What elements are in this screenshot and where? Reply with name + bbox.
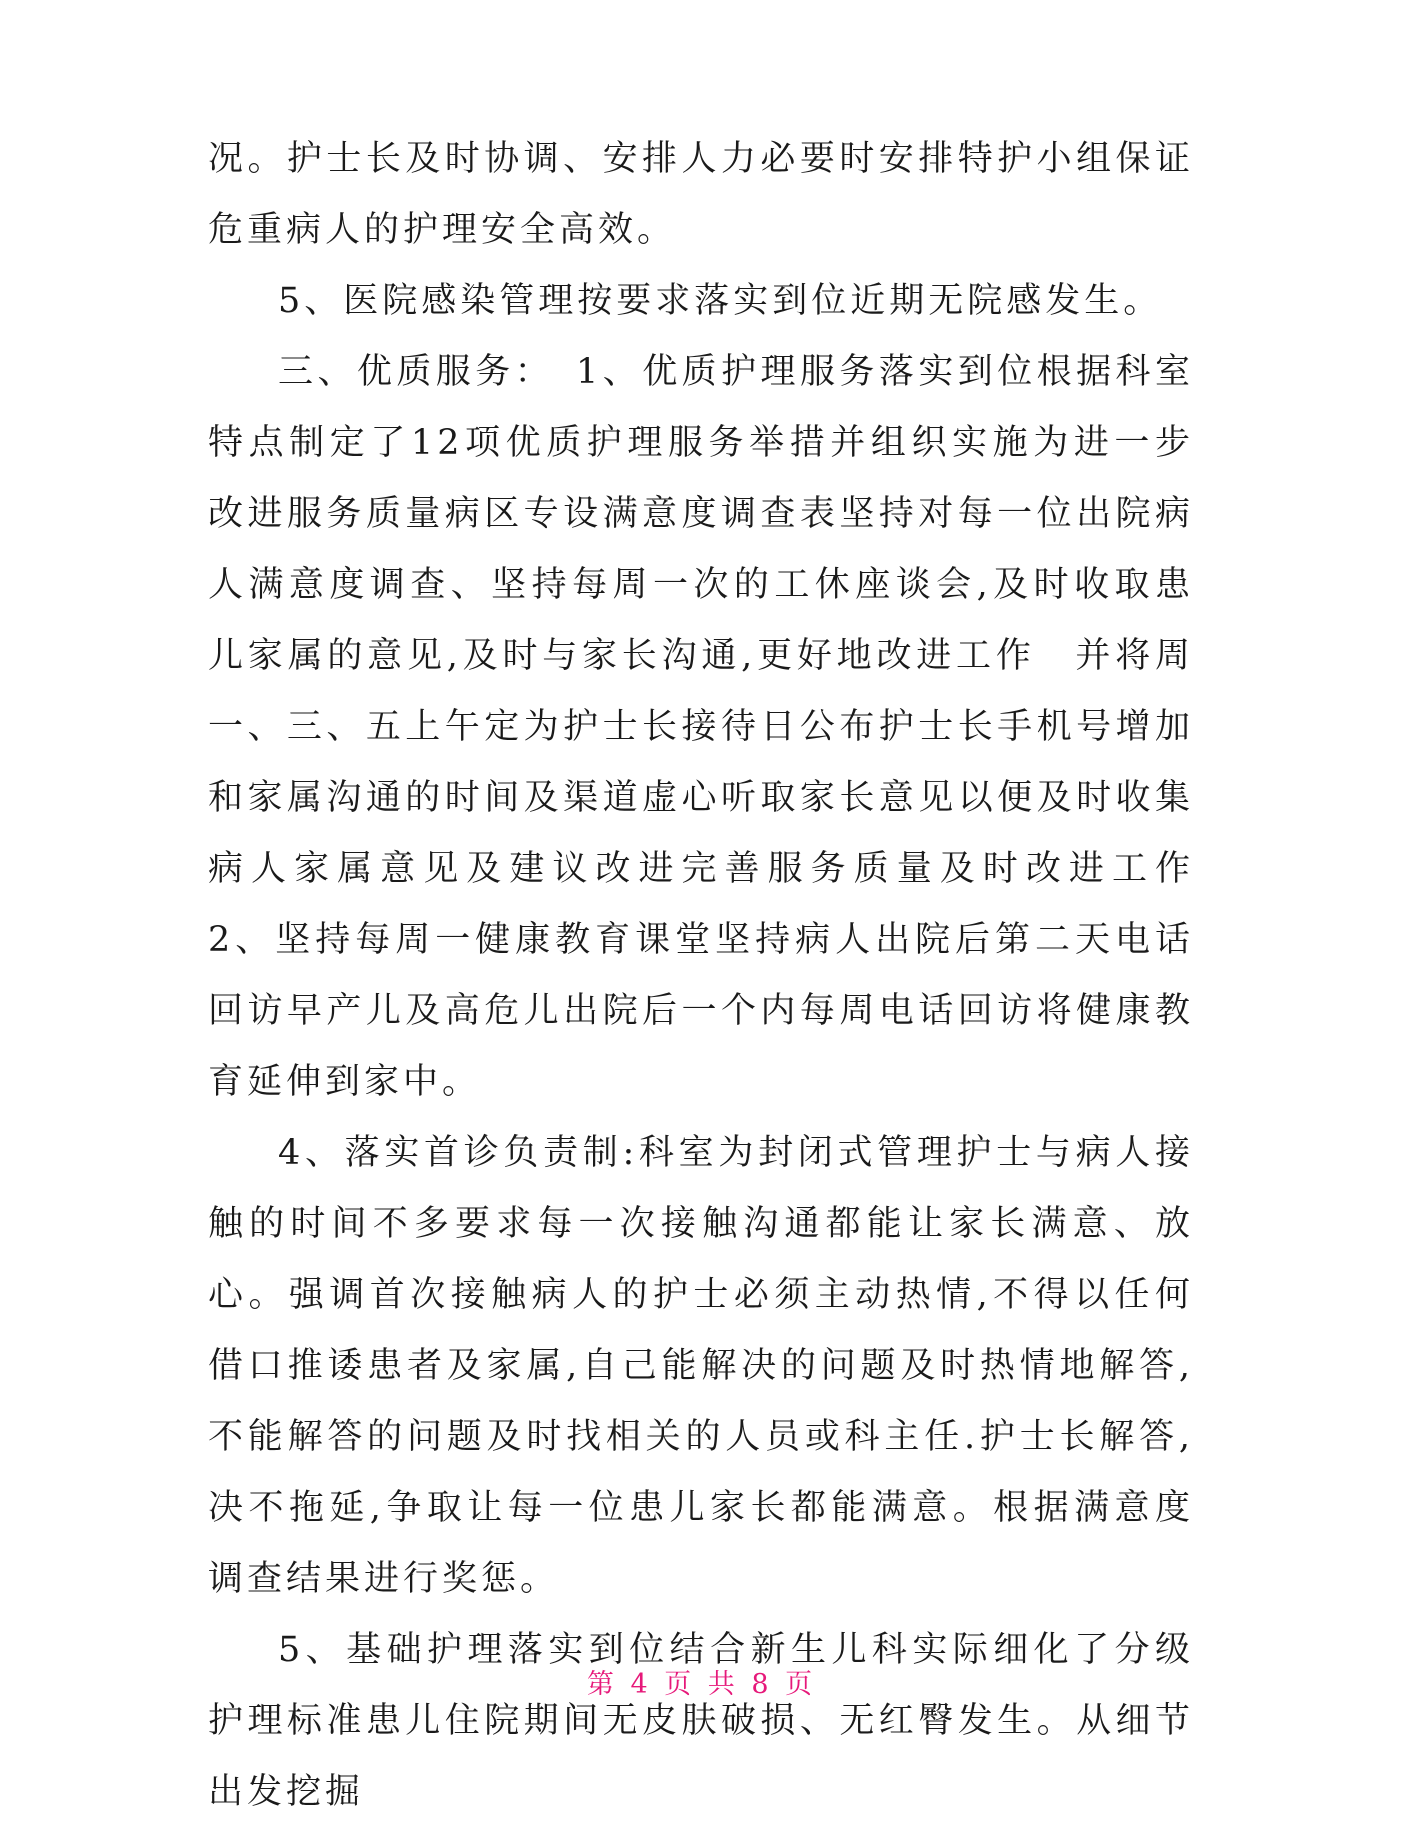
paragraph-quality-service: 三、优质服务： 1、优质护理服务落实到位根据科室特点制定了12项优质护理服务举措并组织实施为进一步改进服务质量病区专设满意度调查表坚持对每一位出院病人满意度调查、坚持每周一次的工休座谈会,及时收取患儿家属的意见,及时与家长沟通,更好地改进工作 并将周一、三、五上午定为护士长接待日公布护士长手机号增加和家属沟通的时间及渠道虚心听取家长意见以便及时收集病人家属意见及建议改进完善服务质量及时改进工作 2、坚持每周一健康教育课堂坚持病人出院后第二天电话回访早产儿及高危儿出院后一个内每周电话回访将健康教育延伸到家中。	[208, 352, 1234, 1102]
paragraph-infection-management: 5、医院感染管理按要求落实到位近期无院感发生。	[278, 281, 1163, 321]
document-body	[208, 124, 1234, 1828]
paragraph-first-diagnosis: 4、落实首诊负责制:科室为封闭式管理护士与病人接触的时间不多要求每一次接触沟通都能让家长满意、放心。强调首次接触病人的护士必须主动热情,不得以任何借口推诿患者及家属,自己能解决的问题及时热情地解答,不能解答的问题及时找相关的人员或科主任.护士长解答,决不拖延,争取让每一位患儿家长都能满意。根据满意度调查结果进行奖惩。	[208, 1133, 1194, 1599]
page-number-footer: 第 4 页 共 8 页	[586, 1669, 817, 1700]
paragraph-continuation: 况。护士长及时协调、安排人力必要时安排特护小组保证危重病人的护理安全高效。	[208, 139, 1194, 250]
paragraph-basic-nursing: 5、基础护理落实到位结合新生儿科实际细化了分级护理标准患儿住院期间无皮肤破损、无红臀发生。从细节出发挖掘	[208, 1630, 1194, 1812]
